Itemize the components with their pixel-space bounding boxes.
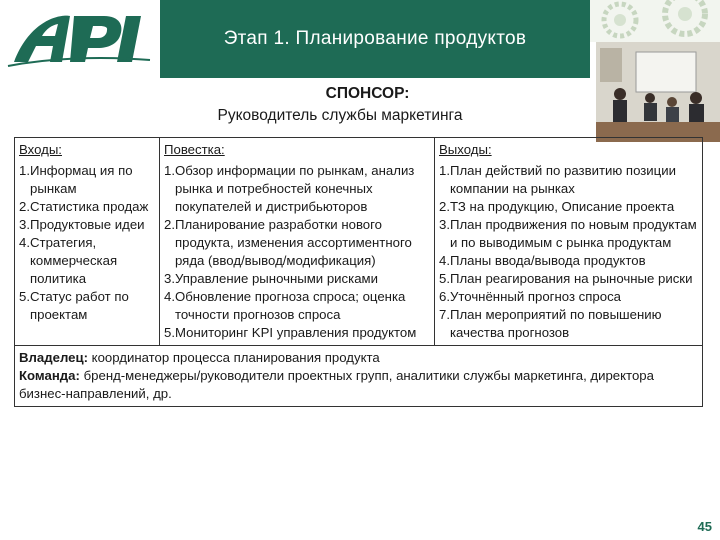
agenda-list	[164, 162, 430, 342]
gears-decoration	[590, 0, 720, 42]
outputs-list	[439, 162, 698, 342]
owner-text: координатор процесса планирования продукта	[91, 350, 380, 365]
table-row	[15, 138, 703, 346]
team-text: бренд-менеджеры/руководители проектных групп, аналитики службы маркетинга, директора бизнес-направлений, др.	[19, 368, 654, 401]
outputs-header: Выходы:	[439, 142, 492, 157]
agenda-header: Повестка:	[164, 142, 225, 157]
list-item: 1. План действий по развитию позиции компании на рынках	[439, 163, 676, 196]
sponsor-block	[140, 83, 540, 127]
list-item: 4. Обновление прогноза спроса; оценка точности прогнозов спроса	[164, 289, 406, 322]
list-item: 2. Статистика продаж	[19, 199, 149, 214]
list-item: 5. Статус работ по проектам	[19, 289, 129, 322]
meeting-photo	[596, 42, 720, 142]
footer-row	[15, 346, 703, 407]
sponsor-role: Руководитель службы маркетинга	[217, 107, 463, 124]
list-item: 2. Планирование разработки нового продукта, изменения ассортиментного ряда (ввод/вывод/модификация)	[164, 217, 412, 268]
inputs-column	[15, 138, 160, 346]
agenda-column	[160, 138, 435, 346]
list-item: 4. Стратегия, коммерческая политика	[19, 235, 118, 286]
list-item: 7. План мероприятий по повышению качества прогнозов	[439, 307, 662, 340]
team-line	[19, 367, 698, 403]
page-number: 45	[697, 519, 712, 534]
title-bar	[160, 0, 590, 78]
list-item: 6. Уточнённый прогноз спроса	[439, 289, 622, 304]
list-item: 4. Планы ввода/вывода продуктов	[439, 253, 646, 268]
sponsor-label: СПОНСОР:	[325, 85, 410, 102]
inputs-header: Входы:	[19, 142, 62, 157]
list-item: 1. Обзор информации по рынкам, анализ рынка и потребностей конечных покупателей и дистрибьюторов	[164, 163, 415, 214]
outputs-column	[435, 138, 703, 346]
company-logo	[0, 0, 160, 78]
page-title: Этап 1. Планирование продуктов	[223, 28, 527, 49]
list-item: 5. Мониторинг KPI управления продуктом	[164, 325, 417, 340]
list-item: 2. ТЗ на продукцию, Описание проекта	[439, 199, 675, 214]
footer-cell	[15, 346, 703, 407]
list-item: 3. План продвижения по новым продуктам и по выводимым с рынка продуктам	[439, 217, 697, 250]
team-label: Команда:	[19, 368, 80, 383]
list-item: 3. Продуктовые идеи	[19, 217, 145, 232]
owner-line	[19, 349, 698, 367]
process-table	[14, 137, 703, 407]
list-item: 5. План реагирования на рыночные риски	[439, 271, 693, 286]
list-item: 1. Информац ия по рынкам	[19, 163, 133, 196]
list-item: 3. Управление рыночными рисками	[164, 271, 378, 286]
owner-label: Владелец:	[19, 350, 88, 365]
inputs-list	[19, 162, 155, 324]
logo-graphic	[0, 0, 160, 78]
